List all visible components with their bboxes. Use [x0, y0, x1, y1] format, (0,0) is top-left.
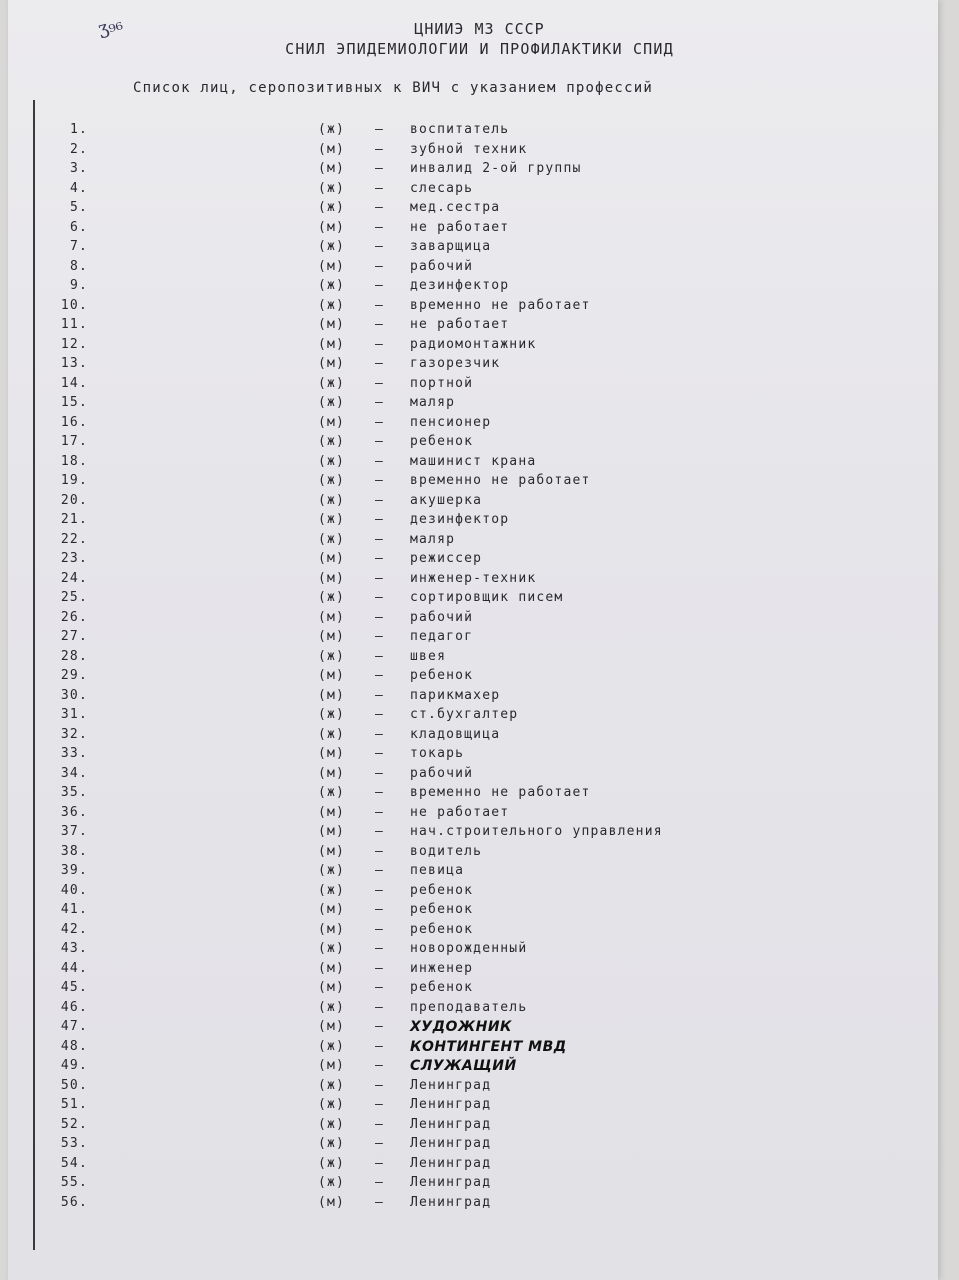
row-profession: дезинфектор [410, 512, 510, 527]
row-profession: маляр [410, 531, 456, 547]
row-number: 41. [60, 902, 88, 917]
row-dash: – [375, 668, 385, 683]
row-dash: – [375, 297, 385, 313]
row-dash: – [375, 804, 385, 820]
list-item [0, 610, 959, 630]
row-sex: (м) [318, 824, 346, 839]
row-dash: – [375, 492, 385, 508]
row-profession: водитель [410, 843, 483, 859]
row-dash: – [375, 687, 385, 703]
row-sex: (м) [318, 551, 346, 566]
row-number: 22. [60, 531, 88, 547]
list-item [0, 1078, 959, 1098]
row-dash: – [375, 765, 385, 781]
list-item [0, 688, 959, 708]
row-profession: Ленинград [410, 1194, 492, 1210]
row-sex: (м) [318, 843, 346, 859]
row-profession: сортировщик писем [410, 590, 564, 605]
row-number: 13. [60, 356, 88, 371]
list-item [0, 1136, 959, 1156]
row-dash: – [375, 122, 385, 137]
list-item [0, 142, 959, 162]
list-item [0, 980, 959, 1000]
row-number: 1. [69, 122, 88, 137]
row-number: 14. [60, 375, 88, 391]
list-item [0, 376, 959, 396]
row-profession: воспитатель [410, 122, 510, 137]
header-department: СНИЛ ЭПИДЕМИОЛОГИИ И ПРОФИЛАКТИКИ СПИД [285, 40, 674, 58]
row-dash: – [375, 648, 385, 664]
row-profession: временно не работает [410, 785, 591, 800]
row-profession: пенсионер [410, 414, 492, 430]
row-sex: (ж) [318, 200, 346, 215]
list-item [0, 532, 959, 552]
list-item [0, 668, 959, 688]
list-item [0, 941, 959, 961]
row-number: 43. [60, 941, 88, 956]
row-sex: (ж) [318, 278, 346, 293]
row-dash: – [375, 395, 385, 410]
row-dash: – [375, 200, 385, 215]
row-profession: кладовщица [410, 726, 501, 742]
row-sex: (ж) [318, 863, 346, 878]
row-dash: – [375, 336, 385, 352]
row-profession: рабочий [410, 258, 474, 274]
row-profession: газорезчик [410, 356, 501, 371]
row-number: 35. [60, 785, 88, 800]
row-dash: – [375, 356, 385, 371]
row-profession: ребенок [410, 902, 474, 917]
row-dash: – [375, 1175, 385, 1190]
row-sex: (м) [318, 336, 346, 352]
row-dash: – [375, 921, 385, 937]
row-profession: Ленинград [410, 1077, 492, 1093]
row-profession: Ленинград [410, 1136, 492, 1151]
row-number: 27. [60, 629, 88, 644]
row-sex: (ж) [318, 1097, 346, 1112]
row-sex: (м) [318, 765, 346, 781]
row-dash: – [375, 1155, 385, 1171]
list-item [0, 337, 959, 357]
handwritten-scribble: ʒ₉₆ [95, 13, 125, 40]
row-profession: дезинфектор [410, 278, 510, 293]
list-item [0, 649, 959, 669]
row-profession: машинист крана [410, 453, 537, 469]
row-number: 34. [60, 765, 88, 781]
row-number: 42. [60, 921, 88, 937]
list-item [0, 727, 959, 747]
row-sex: (м) [318, 746, 346, 761]
row-profession: СЛУЖАЩИЙ [410, 1058, 517, 1074]
row-sex: (ж) [318, 1116, 346, 1132]
row-dash: – [375, 551, 385, 566]
row-sex: (м) [318, 1019, 346, 1034]
list-item [0, 707, 959, 727]
list-item [0, 571, 959, 591]
row-sex: (м) [318, 960, 346, 976]
row-dash: – [375, 1136, 385, 1151]
list-item [0, 805, 959, 825]
row-dash: – [375, 180, 385, 196]
list-item [0, 844, 959, 864]
row-profession: нач.строительного управления [410, 824, 663, 839]
row-profession: токарь [410, 746, 465, 761]
row-number: 32. [60, 726, 88, 742]
row-sex: (м) [318, 668, 346, 683]
row-sex: (ж) [318, 473, 346, 488]
row-dash: – [375, 843, 385, 859]
row-profession: КОНТИНГЕНТ МВД [410, 1038, 567, 1055]
row-profession: инженер-техник [410, 570, 537, 586]
row-number: 49. [60, 1058, 88, 1073]
list-item [0, 181, 959, 201]
row-number: 24. [60, 570, 88, 586]
row-profession: маляр [410, 395, 456, 410]
row-sex: (ж) [318, 375, 346, 391]
row-dash: – [375, 161, 385, 176]
row-sex: (ж) [318, 648, 346, 664]
row-number: 3. [69, 161, 88, 176]
row-dash: – [375, 1194, 385, 1210]
row-dash: – [375, 473, 385, 488]
row-dash: – [375, 434, 385, 449]
row-number: 31. [60, 707, 88, 722]
list-item [0, 551, 959, 571]
row-dash: – [375, 980, 385, 995]
row-number: 38. [60, 843, 88, 859]
row-number: 48. [60, 1038, 88, 1054]
row-number: 56. [60, 1194, 88, 1210]
row-number: 26. [60, 609, 88, 625]
row-number: 30. [60, 687, 88, 703]
row-profession: режиссер [410, 551, 483, 566]
row-dash: – [375, 590, 385, 605]
row-sex: (ж) [318, 395, 346, 410]
row-profession: Ленинград [410, 1155, 492, 1171]
row-dash: – [375, 141, 385, 157]
list-item [0, 473, 959, 493]
row-sex: (м) [318, 1058, 346, 1073]
list-item [0, 746, 959, 766]
row-sex: (ж) [318, 1136, 346, 1151]
list-item [0, 239, 959, 259]
list-item [0, 278, 959, 298]
list-item [0, 298, 959, 318]
row-profession: певица [410, 863, 465, 878]
row-sex: (ж) [318, 726, 346, 742]
row-dash: – [375, 629, 385, 644]
row-sex: (ж) [318, 453, 346, 469]
row-profession: ребенок [410, 434, 474, 449]
row-profession: не работает [410, 317, 510, 332]
list-item [0, 395, 959, 415]
row-sex: (м) [318, 804, 346, 820]
row-profession: временно не работает [410, 473, 591, 488]
list-item [0, 434, 959, 454]
row-profession: новорожденный [410, 941, 528, 956]
row-number: 46. [60, 999, 88, 1015]
row-number: 15. [60, 395, 88, 410]
row-number: 17. [60, 434, 88, 449]
row-dash: – [375, 258, 385, 274]
row-sex: (м) [318, 356, 346, 371]
row-profession: инвалид 2-ой группы [410, 161, 582, 176]
list-item [0, 629, 959, 649]
row-number: 50. [60, 1077, 88, 1093]
row-number: 18. [60, 453, 88, 469]
list-item [0, 824, 959, 844]
row-sex: (ж) [318, 999, 346, 1015]
row-sex: (м) [318, 629, 346, 644]
list-item [0, 259, 959, 279]
row-number: 52. [60, 1116, 88, 1132]
row-sex: (м) [318, 258, 346, 274]
row-number: 54. [60, 1155, 88, 1171]
list-item [0, 454, 959, 474]
list-item [0, 863, 959, 883]
list-item [0, 1175, 959, 1195]
row-dash: – [375, 941, 385, 956]
row-sex: (ж) [318, 239, 346, 254]
row-sex: (м) [318, 687, 346, 703]
row-dash: – [375, 1097, 385, 1112]
row-dash: – [375, 570, 385, 586]
row-profession: слесарь [410, 180, 474, 196]
row-dash: – [375, 882, 385, 898]
list-item [0, 922, 959, 942]
list-item [0, 1058, 959, 1078]
row-dash: – [375, 219, 385, 235]
list-item [0, 512, 959, 532]
list-item [0, 1097, 959, 1117]
row-sex: (ж) [318, 1155, 346, 1171]
row-dash: – [375, 278, 385, 293]
row-number: 47. [60, 1019, 88, 1034]
row-dash: – [375, 1038, 385, 1054]
row-profession: ребенок [410, 668, 474, 683]
list-item [0, 1019, 959, 1039]
row-number: 4. [69, 180, 88, 196]
row-dash: – [375, 375, 385, 391]
row-dash: – [375, 239, 385, 254]
row-number: 16. [60, 414, 88, 430]
row-number: 55. [60, 1175, 88, 1190]
row-sex: (м) [318, 570, 346, 586]
row-dash: – [375, 960, 385, 976]
row-number: 10. [60, 297, 88, 313]
row-number: 11. [60, 317, 88, 332]
row-dash: – [375, 531, 385, 547]
list-item [0, 961, 959, 981]
row-sex: (ж) [318, 180, 346, 196]
row-sex: (ж) [318, 1175, 346, 1190]
row-number: 29. [60, 668, 88, 683]
row-number: 7. [69, 239, 88, 254]
list-item [0, 766, 959, 786]
list-item [0, 883, 959, 903]
row-profession: радиомонтажник [410, 336, 537, 352]
list-item [0, 590, 959, 610]
row-profession: заварщица [410, 239, 492, 254]
row-number: 51. [60, 1097, 88, 1112]
row-dash: – [375, 902, 385, 917]
row-dash: – [375, 707, 385, 722]
row-sex: (м) [318, 902, 346, 917]
list-item [0, 220, 959, 240]
row-number: 37. [60, 824, 88, 839]
list-item [0, 1000, 959, 1020]
row-sex: (ж) [318, 434, 346, 449]
row-number: 9. [69, 278, 88, 293]
row-dash: – [375, 1077, 385, 1093]
row-dash: – [375, 317, 385, 332]
row-dash: – [375, 1058, 385, 1073]
row-profession: рабочий [410, 765, 474, 781]
row-sex: (ж) [318, 785, 346, 800]
document-title: Список лиц, серопозитивных к ВИЧ с указанием профессий [133, 80, 653, 96]
row-dash: – [375, 453, 385, 469]
row-sex: (ж) [318, 1038, 346, 1054]
row-sex: (ж) [318, 882, 346, 898]
row-dash: – [375, 824, 385, 839]
row-number: 19. [60, 473, 88, 488]
row-profession: зубной техник [410, 141, 528, 157]
row-number: 21. [60, 512, 88, 527]
row-number: 20. [60, 492, 88, 508]
row-number: 5. [69, 200, 88, 215]
row-profession: ст.бухгалтер [410, 707, 519, 722]
row-dash: – [375, 726, 385, 742]
row-profession: портной [410, 375, 474, 391]
row-number: 12. [60, 336, 88, 352]
row-number: 40. [60, 882, 88, 898]
row-sex: (м) [318, 141, 346, 157]
list-item [0, 1195, 959, 1215]
row-number: 53. [60, 1136, 88, 1151]
row-dash: – [375, 785, 385, 800]
row-sex: (м) [318, 921, 346, 937]
row-profession: временно не работает [410, 297, 591, 313]
row-sex: (ж) [318, 1077, 346, 1093]
row-profession: рабочий [410, 609, 474, 625]
row-number: 6. [69, 219, 88, 235]
list-item [0, 317, 959, 337]
row-sex: (ж) [318, 590, 346, 605]
row-dash: – [375, 1019, 385, 1034]
list-item [0, 161, 959, 181]
profession-list [0, 122, 959, 1214]
row-dash: – [375, 512, 385, 527]
row-sex: (м) [318, 219, 346, 235]
row-dash: – [375, 609, 385, 625]
row-profession: Ленинград [410, 1175, 492, 1190]
row-sex: (м) [318, 161, 346, 176]
row-profession: инженер [410, 960, 474, 976]
row-sex: (м) [318, 414, 346, 430]
row-number: 44. [60, 960, 88, 976]
row-number: 33. [60, 746, 88, 761]
row-sex: (ж) [318, 531, 346, 547]
row-profession: ребенок [410, 882, 474, 898]
row-sex: (ж) [318, 492, 346, 508]
row-profession: преподаватель [410, 999, 528, 1015]
row-profession: не работает [410, 804, 510, 820]
row-profession: швея [410, 648, 447, 664]
list-item [0, 356, 959, 376]
row-dash: – [375, 746, 385, 761]
row-sex: (ж) [318, 941, 346, 956]
row-number: 28. [60, 648, 88, 664]
list-item [0, 493, 959, 513]
row-profession: мед.сестра [410, 200, 501, 215]
row-profession: акушерка [410, 492, 483, 508]
row-sex: (м) [318, 980, 346, 995]
row-sex: (ж) [318, 707, 346, 722]
row-profession: ребенок [410, 921, 474, 937]
row-profession: ребенок [410, 980, 474, 995]
row-dash: – [375, 863, 385, 878]
list-item [0, 1039, 959, 1059]
row-dash: – [375, 1116, 385, 1132]
row-number: 25. [60, 590, 88, 605]
row-sex: (ж) [318, 297, 346, 313]
row-profession: Ленинград [410, 1116, 492, 1132]
row-sex: (ж) [318, 512, 346, 527]
row-number: 23. [60, 551, 88, 566]
list-item [0, 1117, 959, 1137]
row-profession: парикмахер [410, 687, 501, 703]
list-item [0, 122, 959, 142]
list-item [0, 1156, 959, 1176]
list-item [0, 415, 959, 435]
list-item [0, 200, 959, 220]
row-profession: Ленинград [410, 1097, 492, 1112]
row-number: 45. [60, 980, 88, 995]
row-profession: не работает [410, 219, 510, 235]
row-dash: – [375, 414, 385, 430]
row-profession: ХУДОЖНИК [410, 1019, 512, 1035]
list-item [0, 902, 959, 922]
row-sex: (м) [318, 609, 346, 625]
list-item [0, 785, 959, 805]
row-number: 39. [60, 863, 88, 878]
row-sex: (м) [318, 1194, 346, 1210]
row-profession: педагог [410, 629, 474, 644]
row-number: 8. [69, 258, 88, 274]
row-number: 2. [69, 141, 88, 157]
row-sex: (м) [318, 317, 346, 332]
header-institute: ЦНИИЭ МЗ СССР [414, 20, 545, 38]
row-sex: (ж) [318, 122, 346, 137]
row-dash: – [375, 999, 385, 1015]
row-number: 36. [60, 804, 88, 820]
